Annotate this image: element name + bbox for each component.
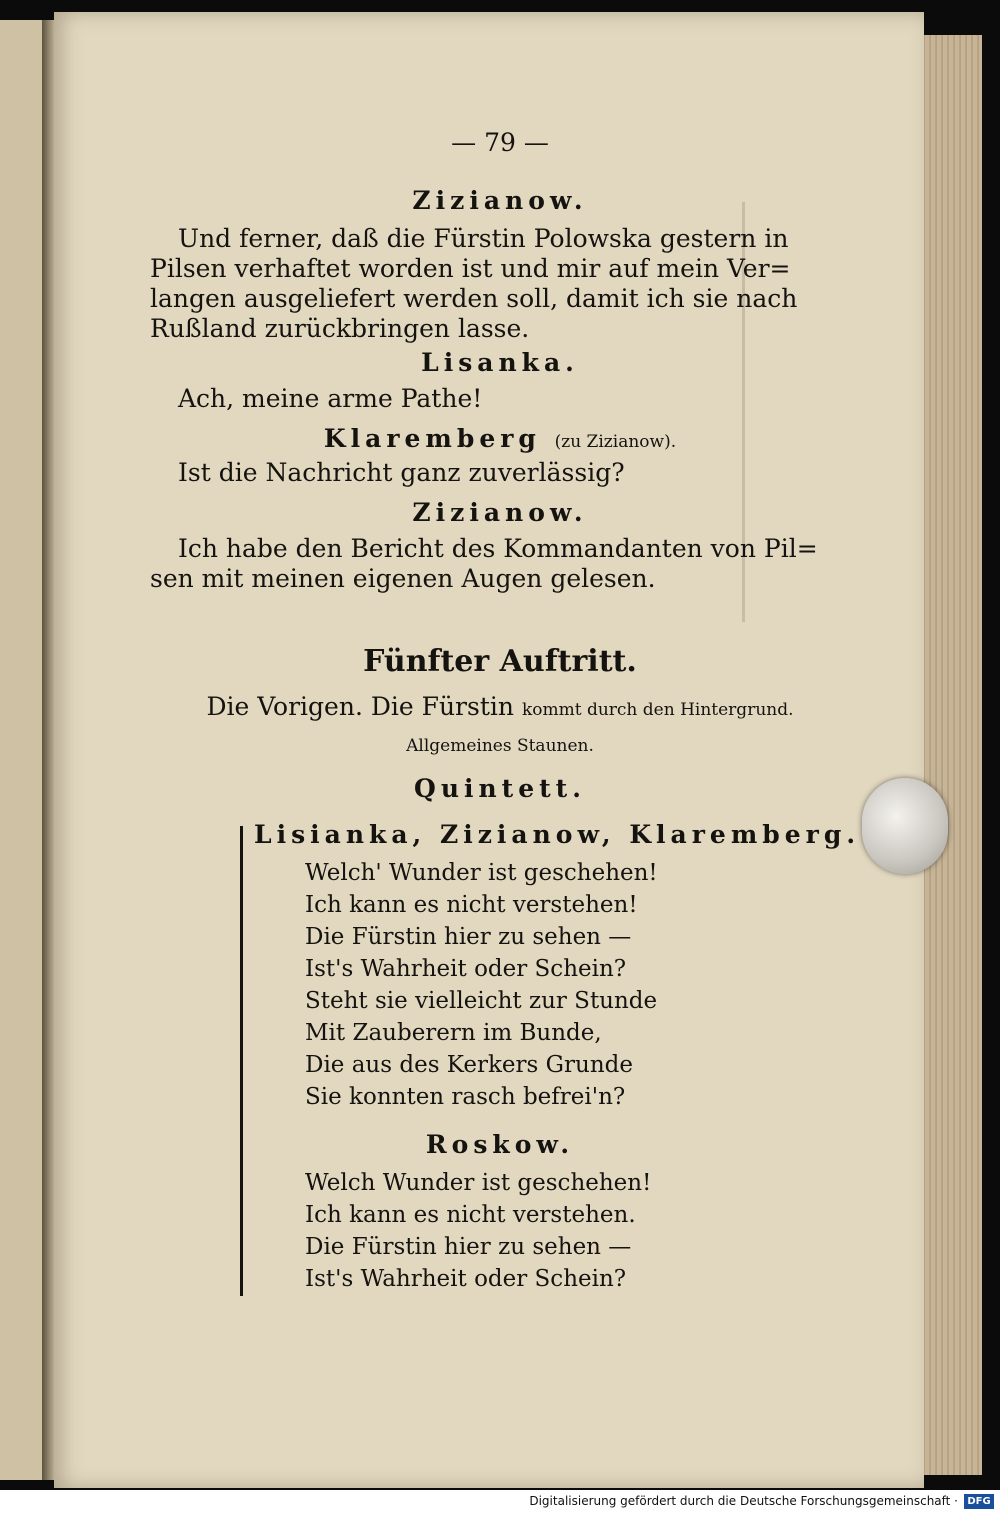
stage-direction: kommt durch den Hintergrund.	[521, 700, 794, 720]
speaker-lisanka: Lisanka.	[421, 348, 579, 377]
text-line: Pilsen verhaftet worden ist und mir auf mein Ver=	[150, 254, 791, 283]
text-line: Ich habe den Bericht des Kommandanten von Pil=	[178, 534, 818, 563]
text-line: langen ausgeliefert werden soll, damit ich sie nach	[150, 284, 798, 313]
quintet-bracket	[240, 826, 249, 1296]
verse-line: Ist's Wahrheit oder Schein?	[305, 956, 627, 982]
footer-credit: Digitalisierung gefördert durch die Deutsche Forschungsgemeinschaft ·	[529, 1494, 958, 1508]
stage-direction: (zu Zizianow).	[554, 432, 677, 452]
verse-line: Die aus des Kerkers Grunde	[305, 1052, 633, 1078]
stage-persons	[0, 692, 1000, 721]
stage-direction-staunen: Allgemeines Staunen.	[406, 736, 594, 756]
verse-line: Welch' Wunder ist geschehen!	[305, 860, 658, 886]
dfg-logo: DFG	[964, 1494, 994, 1509]
verse-line: Die Fürstin hier zu sehen —	[305, 1234, 632, 1260]
speaker-klaremberg	[0, 424, 1000, 453]
speaker-zizianow-1: Zizianow.	[412, 186, 588, 215]
speaker-roskow: Roskow.	[425, 1130, 575, 1159]
speaker-zizianow-2: Zizianow.	[412, 498, 588, 527]
text-line: Ist die Nachricht ganz zuverlässig?	[178, 458, 625, 487]
page-number: — 79 —	[451, 128, 549, 157]
text-line: Und ferner, daß die Fürstin Polowska gestern in	[178, 224, 789, 253]
speaker-name: Klaremberg	[323, 424, 541, 453]
text-line: Rußland zurückbringen lasse.	[150, 314, 530, 343]
verse-line: Ich kann es nicht verstehen.	[305, 1202, 636, 1228]
verse-line: Ich kann es nicht verstehen!	[305, 892, 638, 918]
verse-line: Steht sie vielleicht zur Stunde	[305, 988, 658, 1014]
quintet-title: Quintett.	[414, 774, 586, 803]
stage-persons-names: Die Vorigen. Die Fürstin	[206, 692, 514, 721]
verse-line: Welch Wunder ist geschehen!	[305, 1170, 652, 1196]
verse-line: Ist's Wahrheit oder Schein?	[305, 1266, 627, 1292]
scene-title: Fünfter Auftritt.	[363, 644, 637, 679]
text-line: Ach, meine arme Pathe!	[178, 384, 483, 413]
verse-line: Mit Zauberern im Bunde,	[305, 1020, 602, 1046]
verse-line: Sie konnten rasch befrei'n?	[305, 1084, 626, 1110]
text-line: sen mit meinen eigenen Augen gelesen.	[150, 564, 656, 593]
verse-line: Die Fürstin hier zu sehen —	[305, 924, 632, 950]
quintet-speakers: Lisianka, Zizianow, Klaremberg.	[254, 820, 861, 849]
footer-bar	[0, 1490, 1000, 1513]
